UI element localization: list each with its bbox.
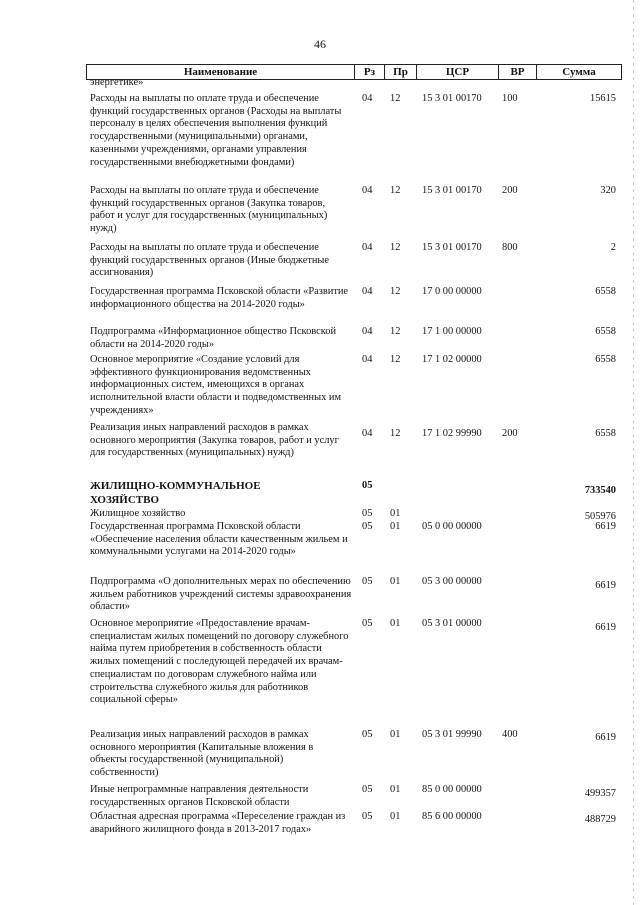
row-sum: 6619 (595, 732, 616, 743)
row-name: Реализация иных направлений расходов в рамках основного мероприятия (Закупка товаров, работ и услуг для государственных (муниципальных) нужд) (90, 422, 339, 459)
row-pr: 12 (390, 286, 401, 297)
row-sum: 488729 (584, 814, 616, 825)
row-sum: 6619 (595, 622, 616, 633)
row-csr: 17 1 02 00000 (422, 354, 482, 365)
row-sum: 6558 (595, 428, 616, 439)
header-vr: ВР (498, 65, 536, 79)
row-name: Расходы на выплаты по оплате труда и обеспечение функций государственных органов (Иные бюджетные ассигнования) (90, 242, 330, 279)
row-name: Государственная программа Псковской области «Обеспечение населения области качественным жильем и коммунальными услугами на 2014-2020 годы» (90, 521, 348, 558)
header-sum: Сумма (536, 65, 622, 79)
row-csr: 85 0 00 00000 (422, 784, 482, 795)
row-rz: 04 (362, 354, 373, 365)
row-pr: 12 (390, 428, 401, 439)
budget-table (86, 64, 622, 835)
row-sum: 6558 (595, 286, 616, 297)
row-rz: 04 (362, 185, 373, 196)
page-number: 46 (314, 37, 326, 51)
row-sum: 505976 (584, 511, 616, 522)
row-pr: 01 (390, 729, 401, 740)
row-sum: 6558 (595, 354, 616, 365)
row-name: Реализация иных направлений расходов в рамках основного мероприятия (Капитальные вложения в объекты государственной (муниципальной) собственности) (90, 729, 314, 779)
row-name: Государственная программа Псковской области «Развитие информационного общества на 2014-2020 годы» (90, 286, 349, 310)
header-rz: Рз (354, 65, 384, 79)
row-name: Иные непрограммные направления деятельности государственных органов Псковской области (90, 784, 309, 808)
row-csr: 05 3 01 00000 (422, 618, 482, 629)
row-csr: 05 3 00 00000 (422, 576, 482, 587)
row-vr: 100 (502, 93, 518, 104)
row-csr: 17 1 02 99990 (422, 428, 482, 439)
row-sum: 6619 (595, 580, 616, 591)
row-sum: 6558 (595, 326, 616, 337)
row-pr: 01 (390, 811, 401, 822)
row-sum: 733540 (584, 485, 616, 496)
row-rz: 05 (362, 811, 373, 822)
row-sum: 2 (610, 242, 616, 253)
row-name: энергетике» (90, 77, 144, 88)
row-csr: 15 3 01 00170 (422, 93, 482, 104)
row-name: ЖИЛИЩНО-КОММУНАЛЬНОЕ ХОЗЯЙСТВО (90, 480, 261, 506)
row-pr: 12 (390, 242, 401, 253)
row-name: Расходы на выплаты по оплате труда и обеспечение функций государственных органов (Закупка товаров, работ и услуг для государственных (муниципальных) нужд) (90, 185, 328, 235)
row-pr: 12 (390, 93, 401, 104)
row-rz: 04 (362, 326, 373, 337)
header-csr: ЦСР (416, 65, 498, 79)
row-rz: 04 (362, 93, 373, 104)
row-name: Основное мероприятие «Создание условий для эффективного функционирования ведомственных информационных систем, имеющихся в органах исполнительной власти области и подведомственных им учреждениях» (90, 354, 342, 416)
row-name: Подпрограмма «О дополнительных мерах по обеспечению жильем работников учреждений системы здравоохранения области» (90, 576, 352, 613)
row-pr: 01 (390, 618, 401, 629)
row-sum: 15615 (590, 93, 616, 104)
row-name: Расходы на выплаты по оплате труда и обеспечение функций государственных органов (Расходы на выплаты персоналу в целях обеспечения выполнения функций государственными (муниципальными) органами, казенными учреждениями, органами управления государственными внебюджетными фондами) (90, 93, 342, 168)
row-sum: 499357 (584, 788, 616, 799)
row-name: Областная адресная программа «Переселение граждан из аварийного жилищного фонда в 2013-2017 годах» (90, 811, 346, 835)
row-rz: 05 (362, 521, 373, 532)
row-rz: 04 (362, 428, 373, 439)
row-rz: 04 (362, 286, 373, 297)
header-name: Наименование (86, 65, 354, 79)
row-sum: 6619 (595, 521, 616, 532)
row-pr: 01 (390, 784, 401, 795)
row-pr: 12 (390, 326, 401, 337)
row-csr: 05 0 00 00000 (422, 521, 482, 532)
row-rz: 05 (362, 618, 373, 629)
row-pr: 01 (390, 508, 401, 519)
row-csr: 17 0 00 00000 (422, 286, 482, 297)
row-rz: 05 (362, 480, 373, 491)
row-csr: 15 3 01 00170 (422, 185, 482, 196)
row-rz: 05 (362, 576, 373, 587)
row-vr: 200 (502, 428, 518, 439)
row-pr: 12 (390, 185, 401, 196)
row-csr: 15 3 01 00170 (422, 242, 482, 253)
row-vr: 800 (502, 242, 518, 253)
row-name: Основное мероприятие «Предоставление врачам-специалистам жилых помещений по договору служебного найма путем приобретения в собственность области жилых помещений с последующей передачей их врачам-специалистам по договорам служебного найма или строительства служебного жилья для работников социальной сферы» (90, 618, 349, 706)
row-rz: 05 (362, 508, 373, 519)
row-sum: 320 (600, 185, 616, 196)
row-csr: 85 6 00 00000 (422, 811, 482, 822)
row-rz: 05 (362, 729, 373, 740)
row-vr: 200 (502, 185, 518, 196)
row-csr: 17 1 00 00000 (422, 326, 482, 337)
row-rz: 05 (362, 784, 373, 795)
page-edge (633, 0, 634, 905)
row-pr: 01 (390, 521, 401, 532)
header-pr: Пр (384, 65, 416, 79)
row-csr: 05 3 01 99990 (422, 729, 482, 740)
row-pr: 12 (390, 354, 401, 365)
row-pr: 01 (390, 576, 401, 587)
row-rz: 04 (362, 242, 373, 253)
row-name: Подпрограмма «Информационное общество Псковской области на 2014-2020 годы» (90, 326, 337, 350)
row-name: Жилищное хозяйство (90, 508, 186, 519)
row-vr: 400 (502, 729, 518, 740)
